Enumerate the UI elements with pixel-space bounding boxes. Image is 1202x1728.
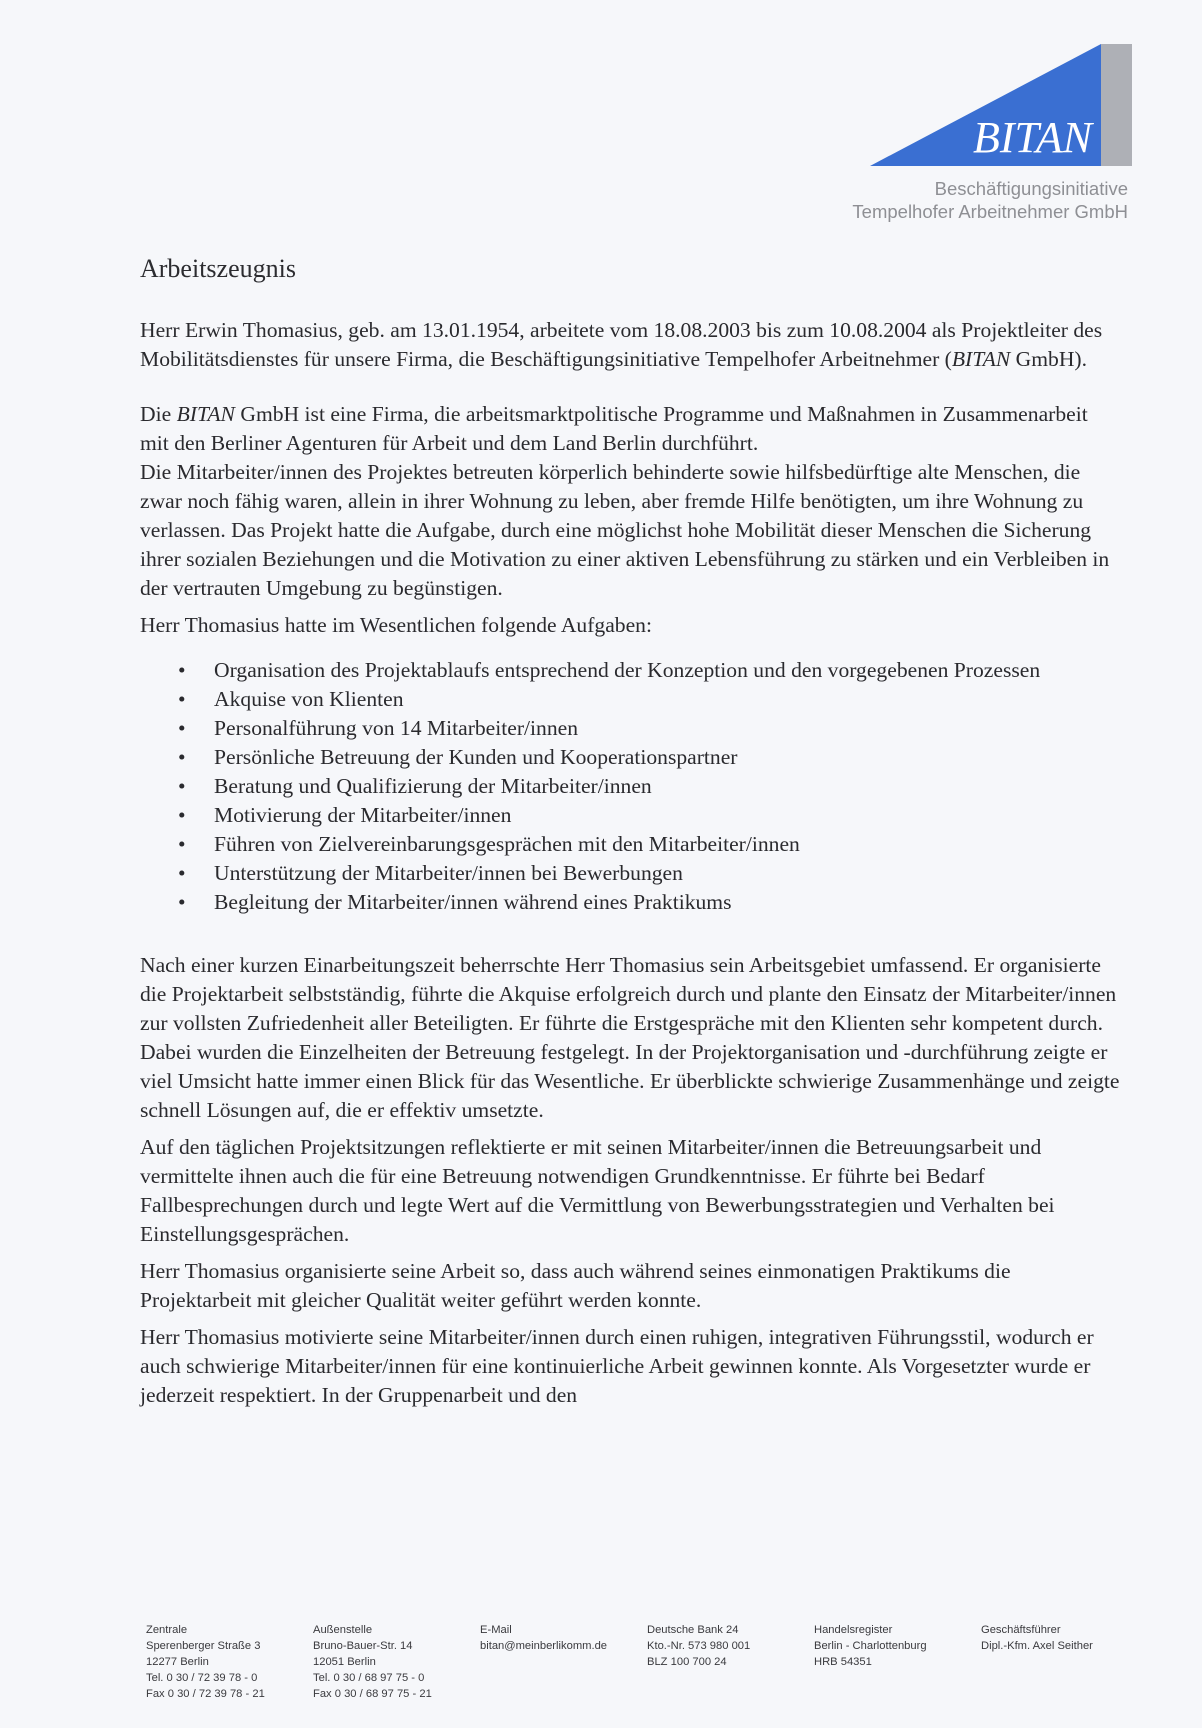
logo-subtitle-line2: Tempelhofer Arbeitnehmer GmbH (852, 201, 1128, 222)
footer-email-address[interactable]: bitan@meinberlikomm.de (480, 1640, 608, 1652)
footer-management (981, 1622, 1093, 1654)
list-item (140, 714, 1120, 743)
footer-label: Deutsche Bank 24 (647, 1624, 739, 1636)
paragraph-project: Die Mitarbeiter/innen des Projektes betreuten körperlich behinderte sowie hilfsbedürftige alte Menschen, die zwar noch fähig waren, allein in ihrer Wohnung zu leben, aber fremde Hilfe benötigten, um ihre Wohnung zu verlassen. Das Projekt hatte die Aufgabe, durch eine möglichst hohe Mobilität dieser Menschen die Sicherung ihrer sozialen Beziehungen und die Motivation zu einer aktiven Lebensführung zu stärken und ein Verbleiben in der vertrauten Umgebung zu begünstigen. (140, 460, 1110, 600)
footer-line: Berlin - Charlottenburg (814, 1640, 927, 1652)
logo-subtitle (852, 177, 1128, 223)
footer-label: E-Mail (480, 1624, 512, 1636)
footer-line: HRB 54351 (814, 1656, 872, 1668)
bullet-icon: • (178, 774, 186, 798)
footer-line: Tel. 0 30 / 72 39 78 - 0 (146, 1672, 258, 1684)
paragraph-company-text: GmbH ist eine Firma, die arbeitsmarktpolitische Programme und Maßnahmen in Zusammenarbeit mit den Berliner Agenturen für Arbeit und dem Land Berlin durchführt. (140, 402, 1088, 455)
logo-subtitle-line1: Beschäftigungsinitiative (934, 178, 1128, 199)
footer-line: Fax 0 30 / 68 97 75 - 21 (313, 1688, 432, 1700)
brand-name: BITAN (176, 402, 235, 426)
paragraph-intro-suffix: GmbH). (1010, 347, 1088, 371)
bitan-logo (870, 44, 1132, 166)
task-text: Persönliche Betreuung der Kunden und Kooperationspartner (214, 745, 738, 769)
bullet-icon: • (178, 716, 186, 740)
bullet-icon: • (178, 745, 186, 769)
list-item (140, 772, 1120, 801)
footer-line: Bruno-Bauer-Str. 14 (313, 1640, 413, 1652)
footer-bank (647, 1622, 750, 1670)
document-body (140, 316, 1120, 1410)
footer-email (480, 1622, 607, 1654)
list-item (140, 685, 1120, 714)
paragraph-leadership: Herr Thomasius motivierte seine Mitarbeiter/innen durch einen ruhigen, integrativen Führungsstil, wodurch er auch schwierige Mitarbeiter/innen für eine kontinuierliche Arbeit gewinnen konnte. Als Vorgesetzter wurde er jederzeit respektiert. In der Gruppenarbeit und den (140, 1325, 1094, 1407)
paragraph-meetings: Auf den täglichen Projektsitzungen reflektierte er mit seinen Mitarbeiter/innen die Betreuungsarbeit und vermittelte ihnen auch die für eine Betreuung notwendigen Grundkenntnisse. Er führte bei Bedarf Fallbesprechungen durch und legte Wert auf die Vermittlung von Bewerbungsstrategien und Verhalten bei Einstellungsgesprächen. (140, 1135, 1055, 1246)
task-text: Motivierung der Mitarbeiter/innen (214, 803, 512, 827)
footer-branch-office (313, 1622, 432, 1702)
footer-label: Geschäftsführer (981, 1624, 1061, 1636)
footer-line: Sperenberger Straße 3 (146, 1640, 261, 1652)
paragraph-tasks-intro: Herr Thomasius hatte im Wesentlichen folgende Aufgaben: (140, 613, 652, 637)
footer-line: Tel. 0 30 / 68 97 75 - 0 (313, 1672, 425, 1684)
bullet-icon: • (178, 890, 186, 914)
list-item (140, 801, 1120, 830)
paragraph-performance: Nach einer kurzen Einarbeitungszeit beherrschte Herr Thomasius sein Arbeitsgebiet umfassend. Er organisierte die Projektarbeit selbstständig, führte die Akquise erfolgreich durch und plante den Einsatz der Mitarbeiter/innen zur vollsten Zufriedenheit aller Beteiligten. Er führte die Erstgespräche mit den Klienten sehr kompetent durch. Dabei wurden die Einzelheiten der Betreuung festgelegt. In der Projektorganisation und -durchführung zeigte er viel Umsicht hatte immer einen Blick für das Wesentliche. Er überblickte schwierige Zusammenhänge und zeigte schnell Lösungen auf, die er effektiv umsetzte. (140, 953, 1120, 1122)
task-list (140, 656, 1120, 917)
task-text: Organisation des Projektablaufs entsprechend der Konzeption und den vorgegebenen Prozessen (214, 658, 1041, 682)
task-text: Begleitung der Mitarbeiter/innen während eines Praktikums (214, 890, 732, 914)
paragraph-intro (140, 316, 1120, 374)
logo-brand: BITAN (973, 113, 1092, 162)
footer-headquarters (146, 1622, 265, 1702)
list-item (140, 859, 1120, 888)
footer-line: Kto.-Nr. 573 980 001 (647, 1640, 751, 1652)
footer-line: 12051 Berlin (313, 1656, 376, 1668)
task-text: Führen von Zielvereinbarungsgesprächen mit den Mitarbeiter/innen (214, 832, 800, 856)
bullet-icon: • (178, 832, 186, 856)
bullet-icon: • (178, 658, 186, 682)
footer-label: Handelsregister (814, 1624, 893, 1636)
task-text: Akquise von Klienten (214, 687, 404, 711)
footer-label: Zentrale (146, 1624, 188, 1636)
list-item (140, 830, 1120, 859)
bullet-icon: • (178, 861, 186, 885)
footer-line: Dipl.-Kfm. Axel Seither (981, 1640, 1093, 1652)
footer-register (814, 1622, 927, 1670)
brand-name: BITAN (951, 347, 1011, 371)
paragraph-organisation: Herr Thomasius organisierte seine Arbeit so, dass auch während seines einmonatigen Praktikums die Projektarbeit mit gleicher Qualität weiter geführt werden konnte. (140, 1259, 1011, 1312)
list-item (140, 743, 1120, 772)
document-title: Arbeitszeugnis (140, 254, 296, 283)
footer-line: BLZ 100 700 24 (647, 1656, 727, 1668)
task-text: Beratung und Qualifizierung der Mitarbeiter/innen (214, 774, 652, 798)
bullet-icon: • (178, 687, 186, 711)
footer-line: Fax 0 30 / 72 39 78 - 21 (146, 1688, 265, 1700)
task-text: Unterstützung der Mitarbeiter/innen bei Bewerbungen (214, 861, 683, 885)
footer-label: Außenstelle (313, 1624, 373, 1636)
paragraph-company (140, 400, 1120, 458)
footer-line: 12277 Berlin (146, 1656, 209, 1668)
task-text: Personalführung von 14 Mitarbeiter/innen (214, 716, 579, 740)
bullet-icon: • (178, 803, 186, 827)
list-item (140, 888, 1120, 917)
paragraph-company-prefix: Die (140, 402, 177, 426)
paragraph-intro-text: Herr Erwin Thomasius, geb. am 13.01.1954, arbeitete vom 18.08.2003 bis zum 10.08.2004 als Projektleiter des Mobilitätsdienstes für unsere Firma, die Beschäftigungsinitiative Tempelhofer Arbeitnehmer ( (140, 318, 1103, 371)
list-item (140, 656, 1120, 685)
